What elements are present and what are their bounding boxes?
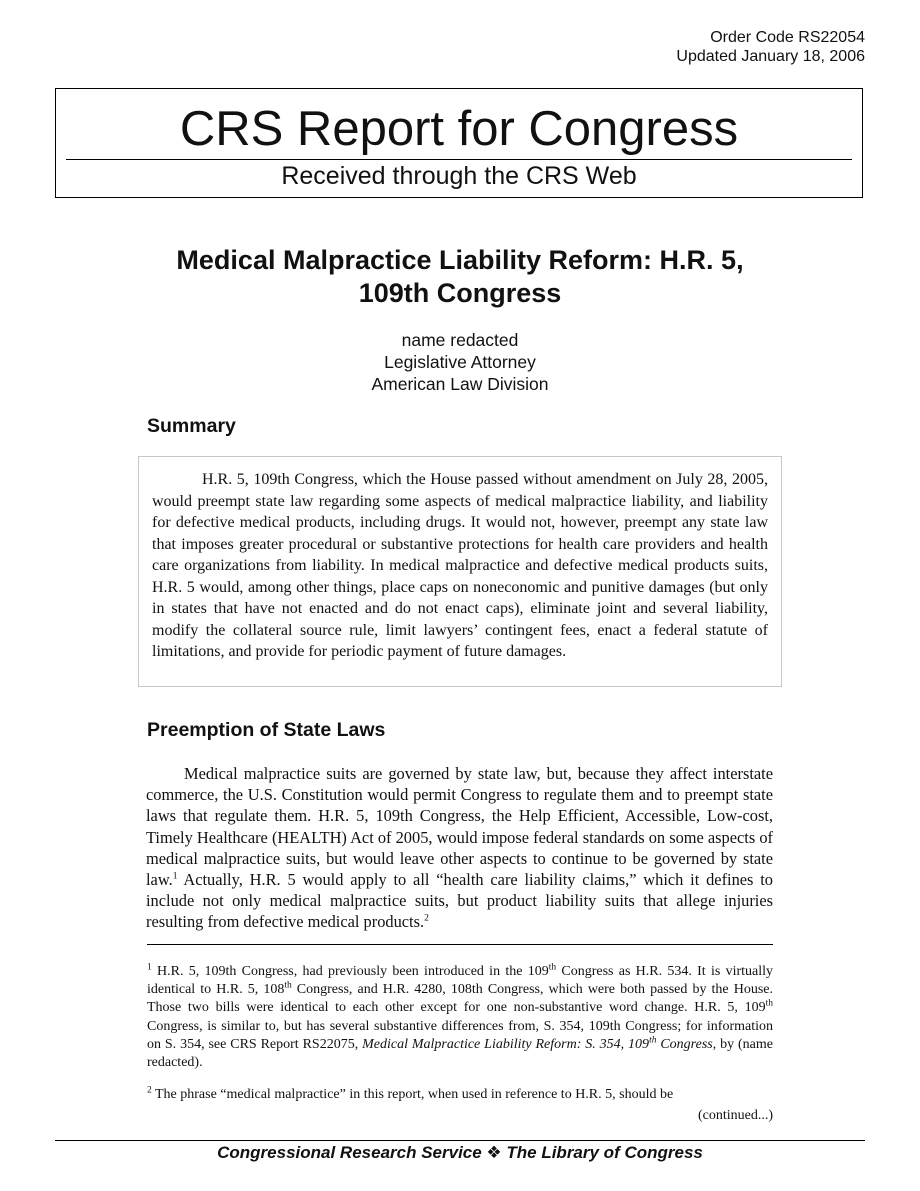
cited-report-title [362,1037,713,1052]
author-block [280,329,640,395]
footnote-ref-2[interactable]: 2 [424,913,429,924]
footnote-divider [147,944,773,945]
title-line-2: 109th Congress [358,278,562,308]
footnote-2 [147,1086,773,1104]
footnote-1-text-c: Congress, and H.R. 4280, 108th Congress, which were both passed by the House. Those two bills were identical to each other except for one non-substantive word change. H.R. 5, 109 [147,982,773,1016]
summary-text: H.R. 5, 109th Congress, which the House passed without amendment on July 28, 2005, would preempt state law regarding some aspects of medical malpractice liability, and liability for defective medical products, including drugs. It would not, however, preempt any state law that imposes greater procedural or substantive protections for health care providers and health care organizations from liability. In medical malpractice and defective medical products suits, H.R. 5 would, among other things, place caps on noneconomic and punitive damages (but only in states that have not enacted and do not enact caps), eliminate joint and several liability, modify the collateral source rule, limit lawyers’ contingent fees, enact a federal statute of limitations, and provide for periodic payment of future damages. [152,471,768,660]
body-text-part-1: Medical malpractice suits are governed by state law, but, because they affect interstate commerce, the U.S. Constitution would permit Congress to regulate them and to preempt state laws that regulate them. H.R. 5, 109th Congress, the Help Efficient, Accessible, Low-cost, Timely Healthcare (HEALTH) Act of 2005, would impose federal standards on some aspects of medical malpractice suits, but would leave other aspects to continue to be governed by state law. [146,764,773,890]
ordinal-suffix: th [548,962,557,973]
footnote-2-number: 2 [147,1085,152,1096]
cited-title-text-2: Congress [656,1036,713,1052]
ordinal-suffix: th [284,980,292,991]
ordinal-suffix: th [649,1035,657,1046]
summary-box [138,456,782,687]
section-heading-preemption: Preemption of State Laws [147,719,386,741]
body-paragraph [146,763,773,933]
footnote-1 [147,963,773,1072]
report-banner [55,88,863,198]
author-name: name redacted [401,330,519,350]
continued-marker: (continued...) [697,1108,773,1123]
updated-date: Updated January 18, 2006 [676,48,865,65]
footnote-1-text-d: Congress, is similar to, but has several substantive differences from, S. 354, 109th Congress; for information on S. 354, see CRS Report RS22075, [147,1018,773,1052]
author-title: Legislative Attorney [384,352,536,372]
footnote-1-text-e: , by (name redacted). [147,1036,773,1071]
title-line-1: Medical Malpractice Liability Reform: H.R. 5, [176,245,744,275]
footer-text: Congressional Research Service ❖ The Library of Congress [217,1143,703,1162]
banner-subtitle: Received through the CRS Web [281,162,637,190]
cited-title-text: Medical Malpractice Liability Reform: S. 354, 109 [362,1036,650,1052]
ordinal-suffix: th [765,998,773,1009]
banner-divider [66,159,852,160]
footnote-2-text: The phrase “medical malpractice” in this report, when used in reference to H.R. 5, should be [151,1087,674,1102]
footnote-1-number: 1 [147,962,152,973]
order-code: Order Code RS22054 [710,29,865,46]
summary-heading: Summary [147,415,236,437]
footer-divider [55,1140,865,1141]
author-division: American Law Division [371,374,549,394]
footnote-1-text-b: Congress as H.R. 534. It is virtually identical to H.R. 5, 108 [147,964,774,998]
footnote-ref-1[interactable]: 1 [172,871,178,882]
order-code-block [676,28,865,66]
document-title [130,244,790,310]
footnote-1-text-a: H.R. 5, 109th Congress, had previously been introduced in the 109 [151,964,549,979]
banner-title: CRS Report for Congress [179,102,739,156]
body-text-part-2: Actually, H.R. 5 would apply to all “health care liability claims,” which it defines to include not only medical malpractice suits, but product liability suits that allege injuries resulting from defective medical products. [146,870,773,932]
